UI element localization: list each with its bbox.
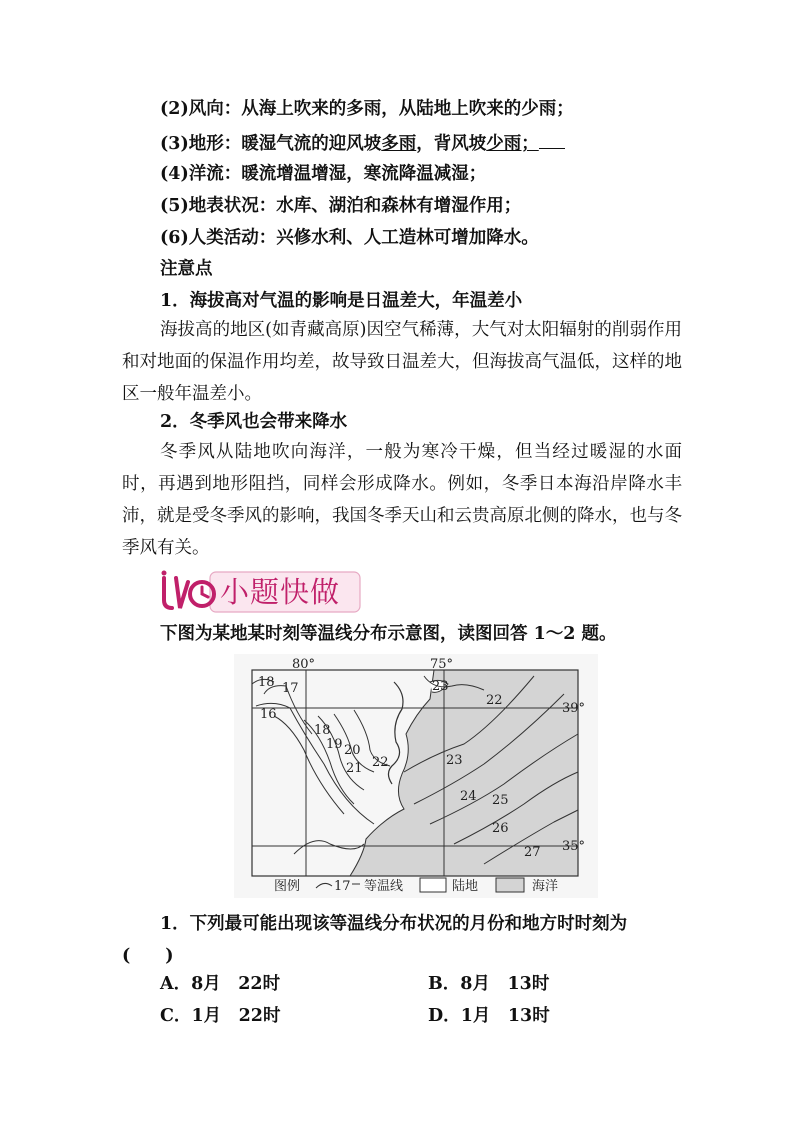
legend-isotherm: 等温线 xyxy=(364,879,404,894)
note2-body: 冬季风从陆地吹向海洋，一般为寒冷干燥，但当经过暖湿的水面时，再遇到地形阻挡，同样会形成降水。例如，冬季日本海沿岸降水丰沛，就是受冬季风的影响，我国冬季天山和云贵高原北侧的降水，也与冬季风有关。 xyxy=(122,442,682,558)
legend-title: 图例 xyxy=(274,879,301,894)
isotherm-label: 22 xyxy=(372,755,389,770)
lon-label-80: 80° xyxy=(292,657,316,672)
option-a[interactable]: A．8月 22时 xyxy=(160,974,281,994)
isotherm-map xyxy=(234,654,598,898)
factor-surface: (5)地表状况：水库、湖泊和森林有增湿作用； xyxy=(160,196,522,216)
legend-land: 陆地 xyxy=(452,879,479,894)
option-b[interactable]: B．8月 13时 xyxy=(428,974,550,994)
isotherm-label: 16 xyxy=(260,707,277,722)
isotherm-label: 21 xyxy=(346,761,363,776)
legend-isotherm-sample: 17 xyxy=(334,879,351,894)
lat-label-39: 39° xyxy=(562,701,586,716)
isotherm-label: 26 xyxy=(492,821,509,836)
isotherm-label: 18 xyxy=(258,675,275,690)
factor-current: (4)洋流：暖流增温增湿，寒流降温减湿； xyxy=(160,164,487,184)
question1-paren: ( ) xyxy=(122,946,174,966)
isotherm-label: 19 xyxy=(326,737,343,752)
isotherm-label: 22 xyxy=(486,693,503,708)
isotherm-label: 24 xyxy=(460,789,477,804)
isotherm-label: 25 xyxy=(492,793,509,808)
note2-heading: 2．冬季风也会带来降水 xyxy=(160,412,348,432)
option-c[interactable]: C．1月 22时 xyxy=(160,1006,281,1026)
option-d[interactable]: D．1月 13时 xyxy=(428,1006,550,1026)
isotherm-label: 17 xyxy=(282,681,299,696)
isotherm-label: 20 xyxy=(344,743,361,758)
question1-stem: 1．下列最可能出现该等温线分布状况的月份和地方时时刻为 xyxy=(160,914,628,934)
legend-sea: 海洋 xyxy=(532,879,559,894)
notes-title: 注意点 xyxy=(160,259,213,279)
question-intro: 下图为某地某时刻等温线分布示意图，读图回答 1～2 题。 xyxy=(160,624,617,644)
legend-land-swatch xyxy=(420,878,446,892)
legend-sea-swatch xyxy=(496,878,524,892)
note1-body: 海拔高的地区(如青藏高原)因空气稀薄，大气对太阳辐射的削弱作用和对地面的保温作用均差，故导致日温差大，但海拔高气温低，这样的地区一般年温差小。 xyxy=(122,320,682,404)
factor-wind: (2)风向：从海上吹来的多雨，从陆地上吹来的少雨； xyxy=(160,99,574,119)
lon-label-75: 75° xyxy=(430,657,454,672)
factor-terrain: (3)地形：暖湿气流的迎风坡多雨，背风坡少雨； xyxy=(160,130,565,156)
isotherm-label: 27 xyxy=(524,845,541,860)
isotherm-label: 18 xyxy=(314,723,331,738)
note1-heading: 1．海拔高对气温的影响是日温差大，年温差小 xyxy=(160,291,523,311)
lat-label-35: 35° xyxy=(562,839,586,854)
isotherm-label: 23 xyxy=(446,753,463,768)
section-banner-title: 小题快做 xyxy=(220,575,341,609)
isotherm-label: 23 xyxy=(432,679,449,694)
factor-human: (6)人类活动：兴修水利、人工造林可增加降水。 xyxy=(160,228,539,248)
